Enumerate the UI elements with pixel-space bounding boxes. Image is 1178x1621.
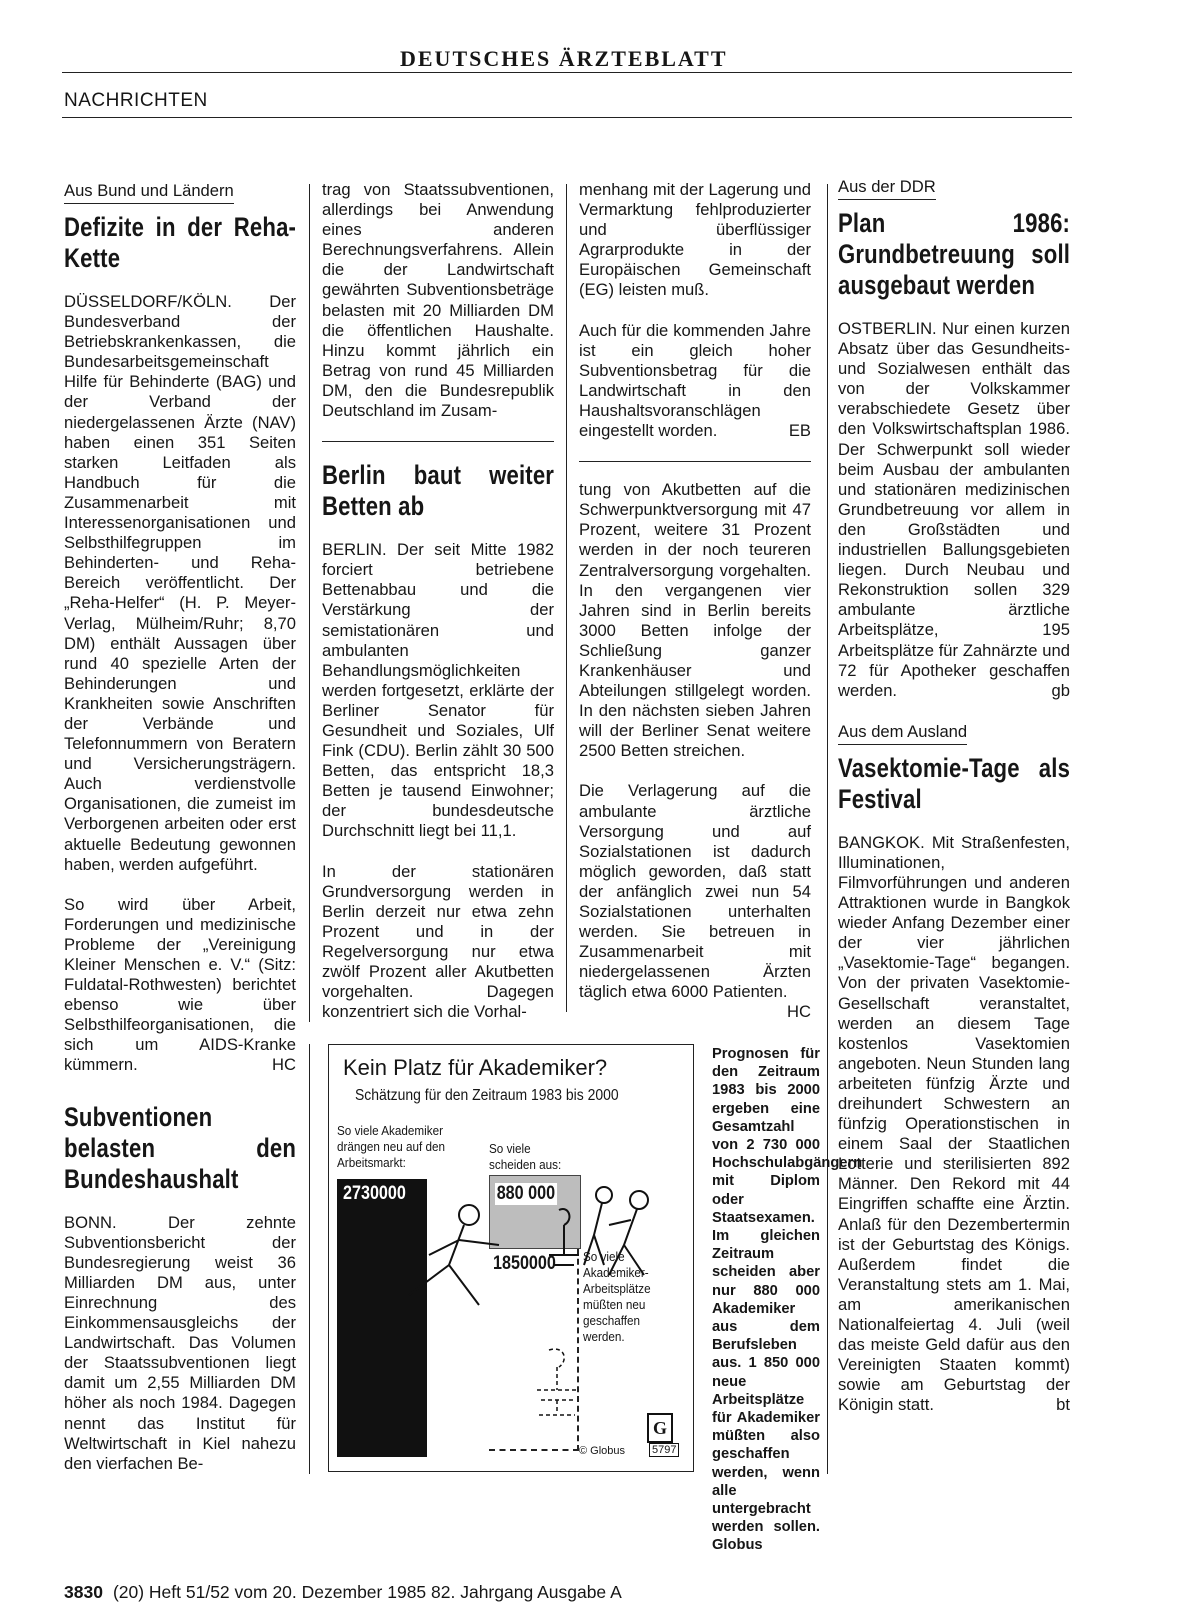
article-paragraph: DÜSSELDORF/KÖLN. Der Bundesverband der Betriebskrankenkassen, die Bundesarbeitsgemeinschaft Hilfe für Behinderte (BAG) und der Verband der niedergelassenen Ärzte (NAV) haben einen 351 Seiten starken Leitfaden als Handbuch für die Zusammenarbeit mit Interessenorganisationen und Selbsthilfegruppen im Behinderten- und Reha-Bereich veröffentlicht. Der „Reha-Helfer“ (H. P. Meyer-Verlag, Mülheim/Ruhr; 8,70 DM) enthält Aussagen über rund 40 spezielle Arten der Behinderungen und Krankheiten sowie Anschriften der Verbände und Telefonnummern von Beratern und Versicherungsträgern. Auch verdienstvolle Organisationen, die zumeist im Verborgenen arbeiten oder erst aktuelle Bedeutung gewonnen haben, werden aufgeführt. (64, 292, 296, 874)
value-leaving: 880 000 (496, 1183, 556, 1204)
column-1 (64, 180, 296, 1494)
article-paragraph: BERLIN. Der seit Mitte 1982 forciert betriebene Bettenabbau und die Verstärkung der semistationären und ambulanten Behandlungsmöglichkeiten werden fortgesetzt, erklärte der Berliner Senator für Gesundheit und Soziales, Ulf Fink (CDU). Berlin zählt 30 500 Betten, das entspricht 18,3 Betten je tausend Einwohner; der bundesdeutsche Durchschnitt liegt bei 11,1. (322, 540, 554, 841)
column-2 (322, 180, 554, 1042)
globus-graphic (328, 1044, 694, 1472)
value-needed: 1850000 (493, 1253, 556, 1274)
column-divider-1 (309, 184, 310, 1022)
author-initials: HC (272, 1055, 296, 1075)
article-paragraph: trag von Staatssubventionen, allerdings bei Anwendung eines anderen Berechnungsverfahrens. Allein die der Landwirtschaft gewährten Subventionsbeträge belasten mit 20 Milliarden DM die öffentlichen Haushalte. Hinzu kommt jährlich ein Betrag von rund 45 Milliarden DM, den die Bundesrepublik Deutschland im Zusam- (322, 180, 554, 421)
graphic-subtitle: Schätzung für den Zeitraum 1983 bis 2000 (355, 1087, 619, 1104)
graphic-code: 5797 (649, 1443, 679, 1457)
column-divider-3 (827, 184, 828, 1474)
illustration-figures (369, 1165, 669, 1345)
article-kicker: Aus Bund und Ländern (64, 180, 296, 202)
page-footer (64, 1582, 622, 1603)
article-paragraph: BONN. Der zehnte Subventionsbericht der Bundesregierung weist 36 Milliarden DM aus, unter Einrechnung des Einkommensausgleichs der Landwirtschaft. Das Volumen der Staatssubventionen liegt damit um 2,55 Milliarden DM höher als noch 1984. Dagegen nennt das Institut für Weltwirtschaft in Kiel nahezu den vierfachen Be- (64, 1212, 296, 1473)
article-kicker: Aus dem Ausland (838, 721, 1070, 743)
article-paragraph: tung von Akutbetten auf die Schwerpunktversorgung mit 47 Prozent, weitere 31 Prozent werden in der noch teureren Zentralversorgung vorgehalten. In den vergangenen vier Jahren sind in Berlin bereits 3000 Betten infolge der Schließung ganzer Krankenhäuser und Abteilungen stillgelegt worden. In den nächsten sieben Jahren will der Berliner Senat weitere 2500 Betten streichen. (579, 480, 811, 761)
value-entering: 2730000 (343, 1183, 406, 1204)
article-headline-subventionen: Subventionen belasten den Bundeshaushalt (64, 1101, 297, 1194)
graphic-source: © Globus (579, 1445, 626, 1457)
article-divider (322, 441, 554, 442)
article-paragraph: OSTBERLIN. Nur einen kurzen Absatz über das Gesundheits- und Sozialwesen enthält das von der Volkskammer verabschiedete Gesetz über den Volkswirtschaftsplan 1986. Der Schwerpunkt soll wieder beim Ausbau der ambulanten und stationären medizinischen Grundbetreuung vor allem in den Großstädten und industriellen Ballungsgebieten liegen. Durch Neubau und Rekonstruktion sollen 329 ambulante ärztliche Arbeitsplätze, 195 Arbeitsplätze für Zahnärzte und 72 für Apotheker geschaffen werden. gb (838, 319, 1070, 700)
article-kicker: Aus der DDR (838, 176, 1070, 198)
globus-logo: G (647, 1413, 673, 1443)
author-initials: bt (1056, 1395, 1070, 1415)
label-entering: So viele Akademiker drängen neu auf den Arbeitsmarkt: (337, 1123, 446, 1170)
column-divider-2 (566, 184, 567, 1012)
article-paragraph: So wird über Arbeit, Forderungen und medizinische Probleme der „Vereinigung Kleiner Menschen e. V.“ (Sitz: Fuldatal-Rothwesten) berichtet ebenso wie über Selbsthilfeorganisationen, die sich um AIDS-Kranke kümmern. HC (64, 894, 296, 1075)
graphic-title: Kein Platz für Akademiker? (343, 1055, 608, 1080)
author-initials: gb (1051, 680, 1070, 700)
article-paragraph: Auch für die kommenden Jahre ist ein gleich hoher Subventionsbetrag für die Landwirtschaft in den Haushaltsvoranschlägen eingestellt worden. EB (579, 320, 811, 441)
article-headline-defizite: Defizite in der Reha-Kette (64, 212, 297, 273)
column-4 (838, 176, 1070, 1436)
article-paragraph: BANGKOK. Mit Straßenfesten, Illuminationen, Filmvorführungen und anderen Attraktionen wurde in Bangkok wieder Anfang Dezember einer der vier jährlichen „Vasektomie-Tage“ begangen. Von der privaten Vasektomie-Gesellschaft veranstaltet, werden an diesem Tage kostenlos Vasektomien angeboten. Neun Stunden lang arbeiteten fünfzig Ärzte und dreihundert Schwestern an fünfzig Operationstischen in einem Saal der Staatlichen Lotterie und sterilisierten 892 Männer. Den Rekord mit 44 Eingriffen schaffte eine Ärztin. Anlaß für den Dezembertermin ist der Geburtstag des Königs. Außerdem findet die Veranstaltung stets am 1. Mai, am amerikanischen Nationalfeiertag 4. Juli (weil das meiste Geld dafür aus den Vereinigten Staaten kommt) sowie am Geburtstag der Königin statt. bt (838, 832, 1070, 1415)
masthead: DEUTSCHES ÄRZTEBLATT (400, 46, 728, 71)
page-number: 3830 (64, 1582, 103, 1602)
article-divider (579, 461, 811, 462)
illustration-chair (519, 1345, 599, 1425)
graphic-caption: Prognosen für den Zeitraum 1983 bis 2000 ergeben eine Gesamtzahl von 2 730 000 Hochschulabgängern mit Diplom oder Staatsexamen. Im gleichen Zeitraum scheiden aber nur 880 000 Akademiker aus dem Berufsleben aus. 1 850 000 neue Arbeitsplätze für Akademiker müßten also geschaffen werden, wenn alle untergebracht werden sollen. Globus (712, 1046, 863, 1554)
article-headline-berlin: Berlin baut weiter Betten ab (322, 460, 555, 522)
label-needed: So viele Akademiker-Arbeitsplätze müßten neu geschaffen werden. (583, 1249, 651, 1344)
masthead-rule (62, 72, 1072, 73)
article-headline-ddr: Plan 1986: Grundbetreuung soll ausgebaut werden (838, 208, 1071, 300)
section-rule (62, 117, 1072, 118)
issue-info: (20) Heft 51/52 vom 20. Dezember 1985 82. Jahrgang Ausgabe A (112, 1582, 622, 1602)
article-paragraph: menhang mit der Lagerung und Vermarktung fehlproduzierter und überflüssiger Agrarprodukte in der Europäischen Gemeinschaft (EG) leisten muß. (579, 180, 811, 300)
article-paragraph: In der stationären Grundversorgung werden in Berlin derzeit nur etwa zehn Prozent und in der Regelversorgung nur etwa zwölf Prozent aller Akutbetten vorgehalten. Dagegen konzentriert sich die Vorhal- (322, 861, 554, 1022)
section-label: NACHRICHTEN (64, 90, 208, 111)
author-initials: HC (787, 1002, 811, 1022)
column-3 (579, 180, 811, 1023)
author-initials: EB (788, 421, 811, 441)
article-headline-ausland: Vasektomie-Tage als Festival (838, 752, 1071, 814)
column-divider-4 (309, 1044, 310, 1474)
article-paragraph: Die Verlagerung auf die ambulante ärztliche Versorgung und auf Sozialstationen ist dadurch möglich geworden, daß statt der anfänglich zwei nun 54 Sozialstationen unterhalten werden. Sie betreuen in Zusammenarbeit mit niedergelassenen Ärzten täglich etwa 6000 Patienten. HC (579, 781, 811, 1022)
label-leaving: So viele scheiden aus: (489, 1141, 562, 1172)
